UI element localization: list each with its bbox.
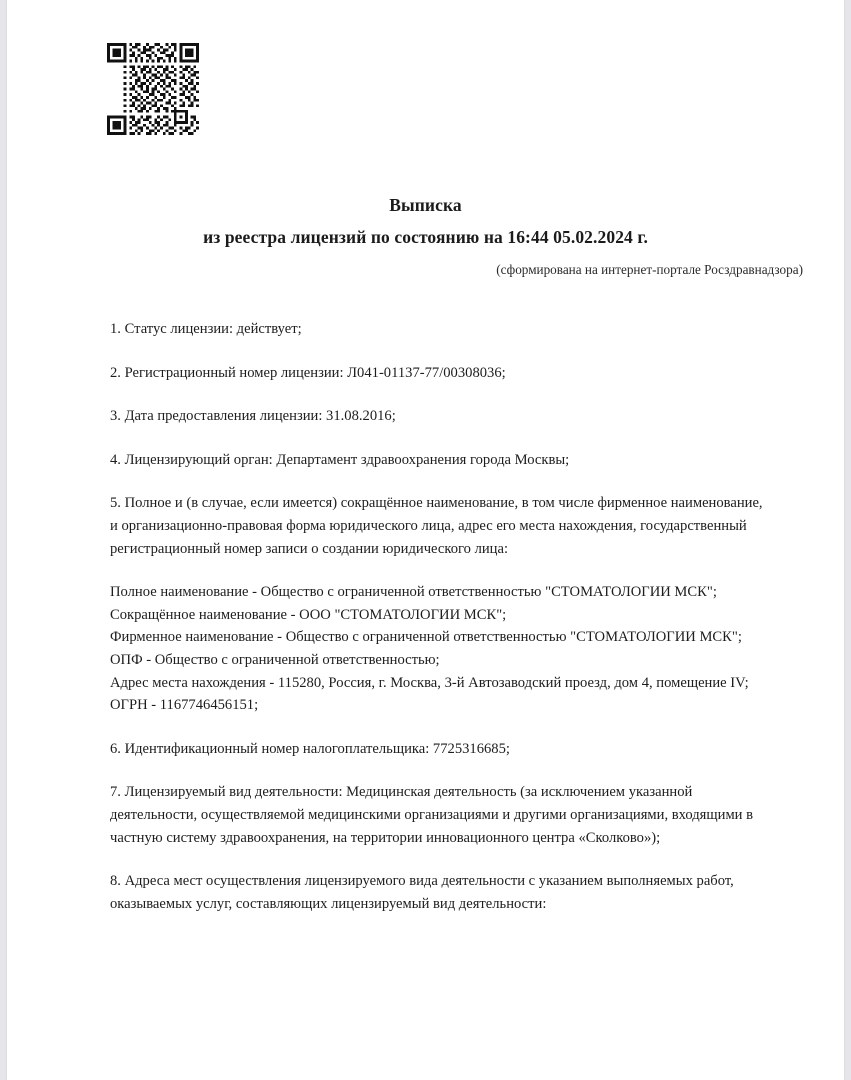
item-1-status: 1. Статус лицензии: действует; <box>110 321 302 337</box>
item-6-inn: 6. Идентификационный номер налогоплательщика: 7725316685; <box>110 740 510 757</box>
page-title: Выписка <box>389 195 462 215</box>
document-body <box>110 318 772 936</box>
entity-ogrn: ОГРН - 1167746456151; <box>110 697 259 714</box>
item-4-licensing-authority: 4. Лицензирующий орган: Департамент здравоохранения города Москвы; <box>110 451 570 468</box>
qr-code[interactable] <box>105 43 201 135</box>
item-8-activity-addresses: 8. Адреса мест осуществления лицензируемого вида деятельности с указанием выполняемых работ, оказываемых услуг, составляющих лицензируемый вид деятельности: <box>110 873 734 912</box>
entity-address: Адрес места нахождения - 115280, Россия, г. Москва, 3-й Автозаводский проезд, дом 4, помещение IV; <box>110 674 749 691</box>
page-subtitle-heading: из реестра лицензий по состоянию на 16:44 05.02.2024 г. <box>203 227 648 247</box>
item-2-license-number: 2. Регистрационный номер лицензии: Л041-01137-77/00308036; <box>110 364 506 381</box>
item-5-entity-heading: 5. Полное и (в случае, если имеется) сокращённое наименование, в том числе фирменное наименование, и организационно-правовая форма юридического лица, адрес его места нахождения, государственный регистрационный номер записи о создании юридического лица: <box>110 495 763 557</box>
entity-brand-name: Фирменное наименование - Общество с ограниченной ответственностью "СТОМАТОЛОГИИ МСК"; <box>110 629 742 646</box>
item-3-license-date: 3. Дата предоставления лицензии: 31.08.2016; <box>110 408 396 425</box>
qr-code-image <box>105 43 201 135</box>
entity-short-name: Сокращённое наименование - ООО "СТОМАТОЛОГИИ МСК"; <box>110 606 507 623</box>
entity-details-group <box>110 581 772 717</box>
entity-legal-form: ОПФ - Общество с ограниченной ответственностью; <box>110 651 440 668</box>
document-title-block <box>7 192 844 250</box>
entity-full-name: Полное наименование - Общество с ограниченной ответственностью "СТОМАТОЛОГИИ МСК"; <box>110 584 717 601</box>
document-page <box>7 0 844 1080</box>
portal-origin-note: (сформирована на интернет-портале Росздравнадзора) <box>496 262 803 277</box>
item-7-activity-type: 7. Лицензируемый вид деятельности: Медицинская деятельность (за исключением указанной деятельности, осуществляемой медицинскими организациями и другими организациями, входящими в частную систему здравоохранения, на территории инновационного центра «Сколково»); <box>110 784 754 846</box>
document-content <box>7 0 844 1080</box>
